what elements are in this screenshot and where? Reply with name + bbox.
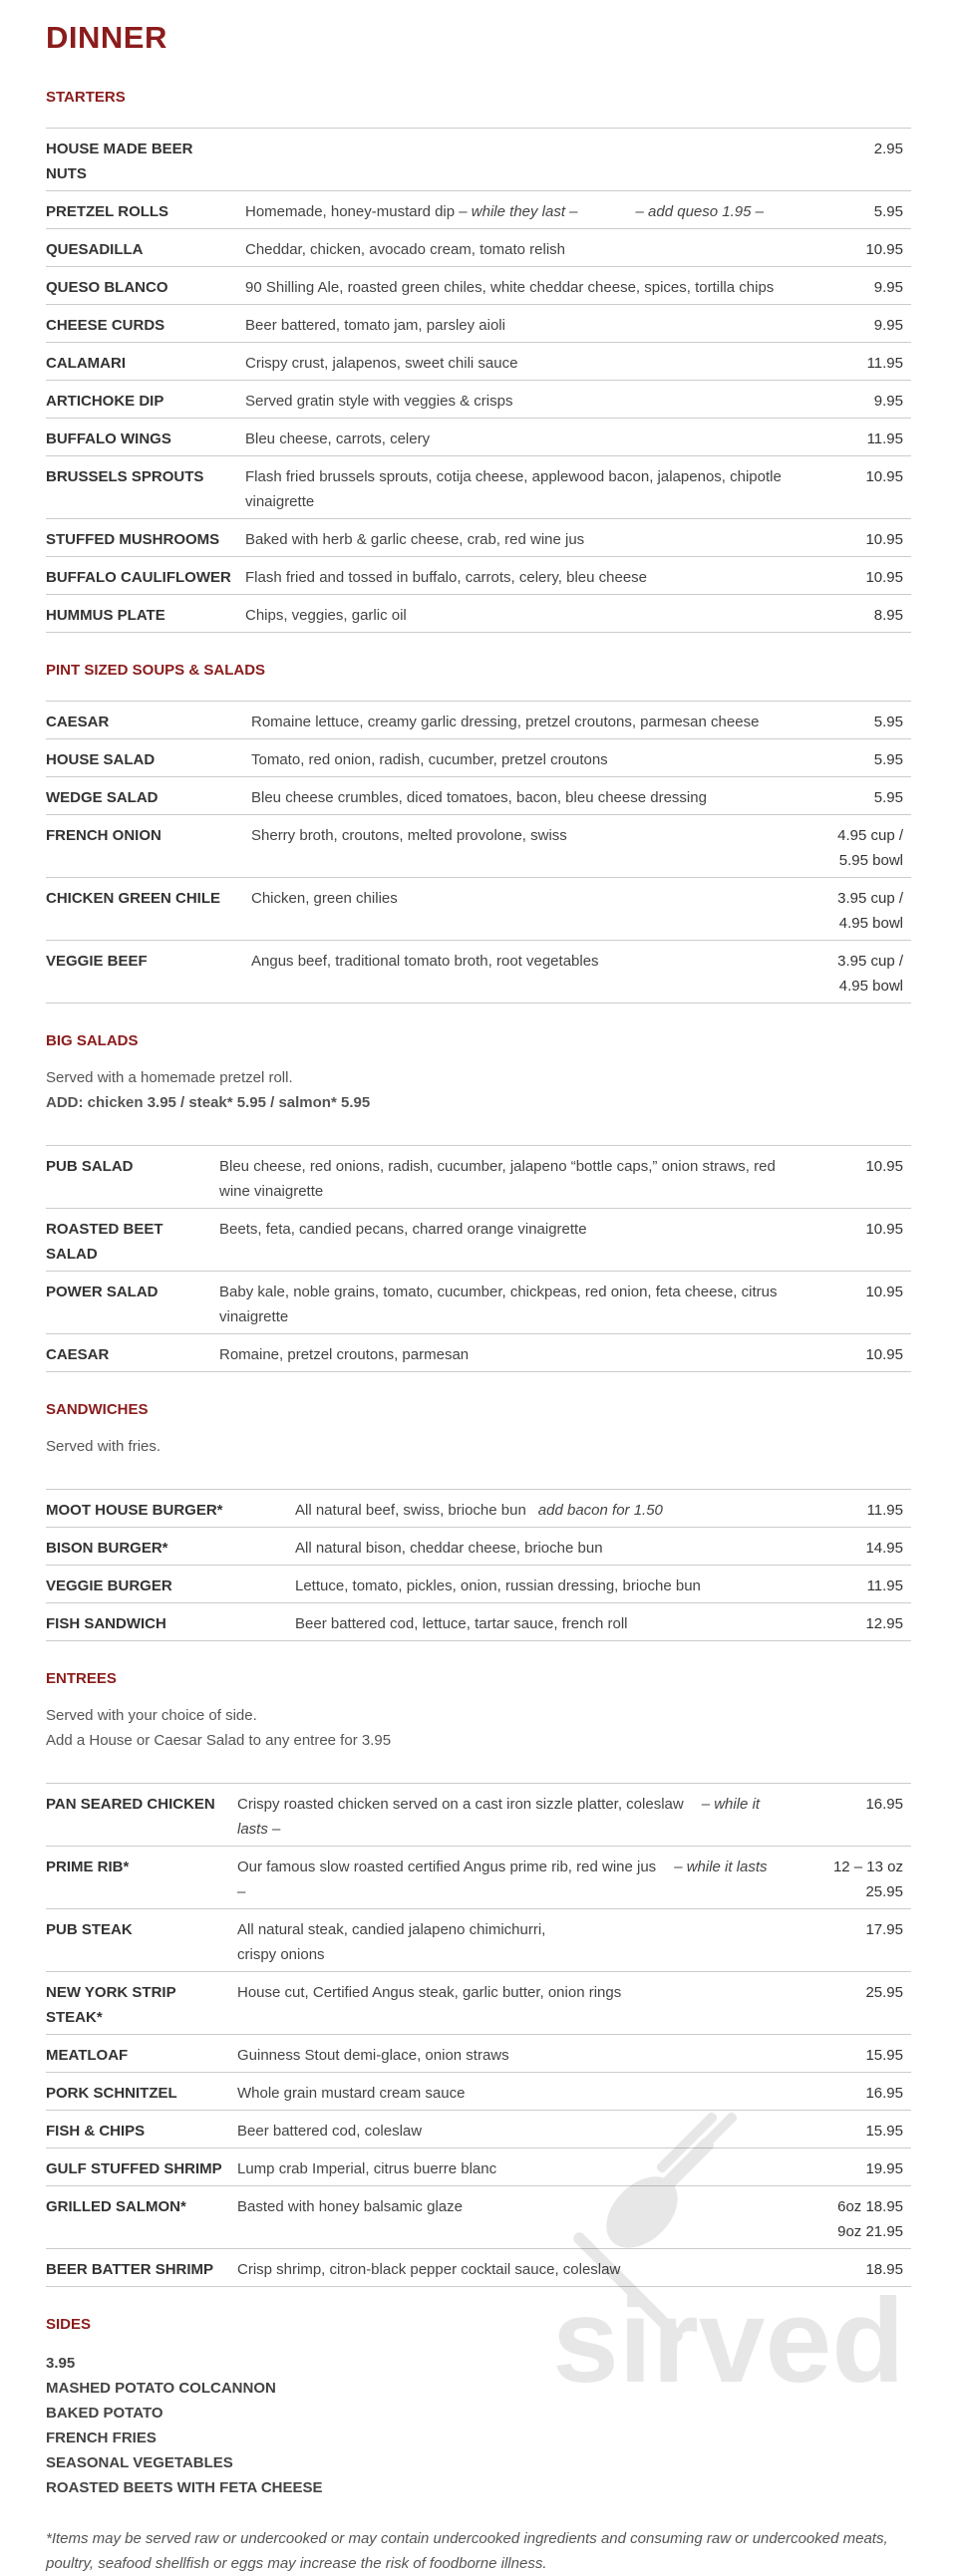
item-desc [295,1490,821,1528]
item-name: CALAMARI [46,343,245,381]
item-price: 11.95 [821,1566,911,1603]
item-desc: Cheddar, chicken, avocado cream, tomato relish [245,229,821,267]
watermark-text: sirved [552,2274,905,2408]
item-name: BEER BATTER SHRIMP [46,2249,237,2287]
item-desc: Lettuce, tomato, pickles, onion, russian dressing, brioche bun [295,1566,821,1603]
item-desc: Romaine lettuce, creamy garlic dressing, pretzel croutons, parmesan cheese [251,702,821,739]
menu-item [46,229,911,267]
menu-item [46,1528,911,1566]
price-line: 4.95 bowl [838,978,903,995]
menu-item [46,343,911,381]
price-line: 9oz 21.95 [837,2223,903,2240]
section-title: SIDES [46,2316,92,2333]
item-name: GRILLED SALMON* [46,2186,237,2249]
menu-item [46,1972,911,2035]
item-desc: Served gratin style with veggies & crisps [245,381,821,419]
price-line: 4.95 bowl [838,915,903,932]
item-price: 9.95 [821,381,911,419]
item-desc: Chips, veggies, garlic oil [245,595,821,633]
menu-item [46,129,911,191]
item-desc: Beer battered, tomato jam, parsley aioli [245,305,821,343]
item-desc: Flash fried and tossed in buffalo, carrots, celery, bleu cheese [245,557,821,595]
item-name: VEGGIE BURGER [46,1566,295,1603]
sides-price: 3.95 [46,2355,76,2372]
price-line: 5.95 bowl [838,852,903,869]
menu-item [46,381,911,419]
item-price: 11.95 [821,1490,911,1528]
section-note [46,1703,911,1753]
section-note: Served with fries. [46,1438,161,1455]
menu-item [46,456,911,519]
menu-item [46,1209,911,1272]
item-name: PORK SCHNITZEL [46,2073,237,2111]
side-item: ROASTED BEETS WITH FETA CHEESE [46,2479,323,2496]
price-line: 6oz 18.95 [837,2198,903,2215]
item-price [821,815,911,878]
side-item: BAKED POTATO [46,2405,163,2422]
section-soups-salads [46,661,911,1003]
item-desc [237,1784,801,1847]
menu-item [46,1490,911,1528]
item-price: 5.95 [821,191,911,229]
item-name: ARTICHOKE DIP [46,381,245,419]
item-name: BUFFALO WINGS [46,419,245,456]
item-price: 5.95 [821,777,911,815]
menu-item [46,419,911,456]
note-line: Served with a homemade pretzel roll. [46,1069,293,1086]
item-desc: Romaine, pretzel croutons, parmesan [219,1334,821,1372]
item-desc [237,1847,801,1909]
menu-item [46,519,911,557]
item-name: QUESO BLANCO [46,267,245,305]
item-desc [237,1909,801,1972]
menu-item [46,1566,911,1603]
menu-item [46,878,911,941]
item-price: 9.95 [821,267,911,305]
item-price: 10.95 [821,1272,911,1334]
menu-item [46,1146,911,1209]
menu-item [46,739,911,777]
item-name: PRETZEL ROLLS [46,191,245,229]
menu-table [46,701,911,1003]
item-desc: Crisp shrimp, citron-black pepper cocktail sauce, coleslaw [237,2249,801,2287]
item-desc: Whole grain mustard cream sauce [237,2073,801,2111]
side-item: FRENCH FRIES [46,2430,157,2446]
item-desc: Bleu cheese, carrots, celery [245,419,821,456]
price-line: 12 – 13 oz [832,1859,903,1875]
item-price: 11.95 [821,343,911,381]
item-desc: Baked with herb & garlic cheese, crab, red wine jus [245,519,821,557]
allergen-disclaimer: *Items may be served raw or undercooked or may contain undercooked ingredients and consuming raw or undercooked meats, poultry, seafood shellfish or eggs may increase the risk of foodborne illness. [46,2530,888,2572]
item-name: FISH & CHIPS [46,2111,237,2148]
item-name: PAN SEARED CHICKEN [46,1784,237,1847]
item-price: 16.95 [801,1784,911,1847]
menu-item [46,941,911,1003]
section-note [46,1065,911,1115]
item-desc: Bleu cheese, red onions, radish, cucumber, jalapeno “bottle caps,” onion straws, red wine vinaigrette [219,1146,821,1209]
item-price: 15.95 [801,2111,911,2148]
side-item: SEASONAL VEGETABLES [46,2454,233,2471]
item-name: POWER SALAD [46,1272,219,1334]
menu-item [46,815,911,878]
menu-item [46,1909,911,1972]
item-desc: Beets, feta, candied pecans, charred orange vinaigrette [219,1209,821,1272]
item-desc: Guinness Stout demi-glace, onion straws [237,2035,801,2073]
item-name: STUFFED MUSHROOMS [46,519,245,557]
menu-item [46,305,911,343]
item-desc: House cut, Certified Angus steak, garlic butter, onion rings [237,1972,801,2035]
item-price: 19.95 [801,2148,911,2186]
item-price: 15.95 [801,2035,911,2073]
item-name: QUESADILLA [46,229,245,267]
item-price: 10.95 [821,1146,911,1209]
item-name: PRIME RIB* [46,1847,237,1909]
item-name: BUFFALO CAULIFLOWER [46,557,245,595]
item-price: 10.95 [821,519,911,557]
section-title: STARTERS [46,89,126,106]
item-note: – while it lasts – [237,1859,768,1900]
side-item: MASHED POTATO COLCANNON [46,2380,276,2397]
item-price [821,941,911,1003]
menu-table [46,128,911,633]
item-desc: Baby kale, noble grains, tomato, cucumber, chickpeas, red onion, feta cheese, citrus vinaigrette [219,1272,821,1334]
item-desc: Bleu cheese crumbles, diced tomatoes, bacon, bleu cheese dressing [251,777,821,815]
item-desc-text: Homemade, honey-mustard dip – [245,203,468,220]
item-price: 17.95 [801,1909,911,1972]
item-price: 5.95 [821,702,911,739]
item-desc-text: Our famous slow roasted certified Angus prime rib, red wine jus [237,1859,657,1875]
item-name: MEATLOAF [46,2035,237,2073]
menu-item [46,1847,911,1909]
item-name: HUMMUS PLATE [46,595,245,633]
item-price: 10.95 [821,1334,911,1372]
section-title: SANDWICHES [46,1401,149,1418]
menu-item [46,191,911,229]
item-price: 5.95 [821,739,911,777]
item-name: BISON BURGER* [46,1528,295,1566]
item-desc: Tomato, red onion, radish, cucumber, pretzel croutons [251,739,821,777]
section-title: BIG SALADS [46,1032,139,1049]
menu-item [46,595,911,633]
item-name: GULF STUFFED SHRIMP [46,2148,237,2186]
menu-item [46,1784,911,1847]
menu-table [46,1489,911,1641]
menu-item [46,557,911,595]
item-name: HOUSE MADE BEER NUTS [46,129,245,191]
note-line: Served with your choice of side. [46,1707,257,1724]
item-name: BRUSSELS SPROUTS [46,456,245,519]
item-note: add bacon for 1.50 [537,1502,663,1519]
menu-item [46,1334,911,1372]
item-desc: Flash fried brussels sprouts, cotija cheese, applewood bacon, jalapenos, chipotle vinaigrette [245,456,821,519]
section-title: ENTREES [46,1670,117,1687]
item-desc-line: crispy onions [237,1946,325,1963]
item-desc: 90 Shilling Ale, roasted green chiles, white cheddar cheese, spices, tortilla chips [245,267,821,305]
page-title: DINNER [46,20,167,55]
item-name: HOUSE SALAD [46,739,251,777]
watermark [542,2063,921,2422]
item-price: 10.95 [821,456,911,519]
item-desc [245,191,821,229]
item-desc: Beer battered cod, lettuce, tartar sauce, french roll [295,1603,821,1641]
note-line: Add a House or Caesar Salad to any entree for 3.95 [46,1732,392,1749]
item-desc: Beer battered cod, coleslaw [237,2111,801,2148]
menu-item [46,777,911,815]
section-title: PINT SIZED SOUPS & SALADS [46,662,266,679]
item-price: 12.95 [821,1603,911,1641]
fork-spoon-icon [542,2063,921,2422]
menu-item [46,1272,911,1334]
item-name: NEW YORK STRIP STEAK* [46,1972,237,2035]
item-desc [245,129,821,191]
menu-item [46,267,911,305]
item-desc: Angus beef, traditional tomato broth, root vegetables [251,941,821,1003]
item-desc-text: All natural beef, swiss, brioche bun [295,1502,526,1519]
item-name: VEGGIE BEEF [46,941,251,1003]
item-price: 11.95 [821,419,911,456]
item-name: ROASTED BEET SALAD [46,1209,219,1272]
item-price: 25.95 [801,1972,911,2035]
item-note: – add queso 1.95 – [635,203,764,220]
item-name: CAESAR [46,1334,219,1372]
item-desc: Lump crab Imperial, citrus buerre blanc [237,2148,801,2186]
item-desc: Crispy crust, jalapenos, sweet chili sauce [245,343,821,381]
item-price: 14.95 [821,1528,911,1566]
item-price: 2.95 [821,129,911,191]
item-desc: Basted with honey balsamic glaze [237,2186,801,2249]
menu-item [46,1603,911,1641]
item-name: WEDGE SALAD [46,777,251,815]
price-line: 25.95 [865,1883,903,1900]
note-line-add: ADD: chicken 3.95 / steak* 5.95 / salmon* 5.95 [46,1094,371,1111]
section-sandwiches [46,1400,911,1641]
item-price: 10.95 [821,229,911,267]
item-price: 10.95 [821,1209,911,1272]
item-desc: Chicken, green chilies [251,878,821,941]
section-starters [46,88,911,633]
item-desc-text: Crispy roasted chicken served on a cast iron sizzle platter, coleslaw [237,1796,684,1813]
price-line: 3.95 cup / [837,953,903,970]
item-name: FISH SANDWICH [46,1603,295,1641]
menu-item [46,702,911,739]
item-price: 10.95 [821,557,911,595]
item-price: 9.95 [821,305,911,343]
item-price: 16.95 [801,2073,911,2111]
item-note: while they last – [471,203,578,220]
item-name: CHEESE CURDS [46,305,245,343]
item-price [821,878,911,941]
item-name: PUB SALAD [46,1146,219,1209]
item-price: 8.95 [821,595,911,633]
item-name: MOOT HOUSE BURGER* [46,1490,295,1528]
item-name: FRENCH ONION [46,815,251,878]
item-note: – while it lasts – [237,1796,761,1838]
item-name: PUB STEAK [46,1909,237,1972]
price-line: 3.95 cup / [837,890,903,907]
item-price: 18.95 [801,2249,911,2287]
price-line: 4.95 cup / [837,827,903,844]
item-name: CHICKEN GREEN CHILE [46,878,251,941]
item-name: CAESAR [46,702,251,739]
item-desc: All natural bison, cheddar cheese, brioche bun [295,1528,821,1566]
section-big-salads [46,1031,911,1372]
item-price [801,1847,911,1909]
menu-table [46,1145,911,1372]
item-desc: Sherry broth, croutons, melted provolone, swiss [251,815,821,878]
item-desc-line: All natural steak, candied jalapeno chimichurri, [237,1921,546,1938]
